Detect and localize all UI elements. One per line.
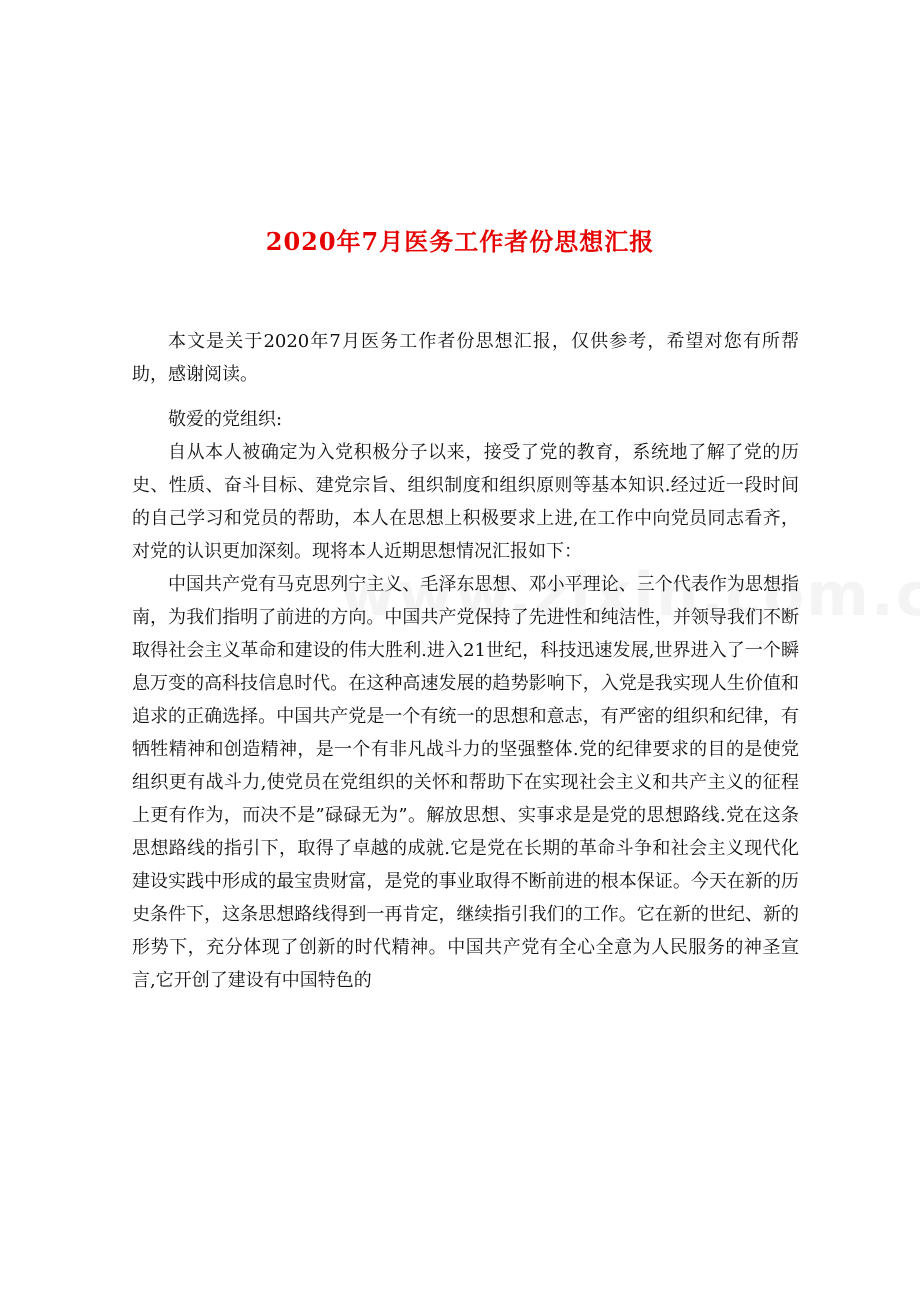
document-body — [132, 325, 799, 997]
intro-paragraph: 本文是关于2020年7月医务工作者份思想汇报，仅供参考，希望对您有所帮助，感谢阅读。 — [132, 331, 799, 385]
document-title: 2020年7月医务工作者份思想汇报 — [265, 227, 655, 256]
salutation: 敬爱的党组织: — [168, 409, 283, 430]
body-paragraph-2: 中国共产党有马克思列宁主义、毛泽东思想、邓小平理论、三个代表作为思想指南，为我们指明了前进的方向。中国共产党保持了先进性和纯洁性，并领导我们不断取得社会主义革命和建设的伟大胜利.进入21世纪，科技迅速发展,世界进入了一个瞬息万变的高科技信息时代。在这种高速发展的趋势影响下，入党是我实现人生价值和追求的正确选择。中国共产党是一个有统一的思想和意志，有严密的组织和纪律，有牺牲精神和创造精神，是一个有非凡战斗力的坚强整体.党的纪律要求的目的是使党组织更有战斗力,使党员在党组织的关怀和帮助下在实现社会主义和共产主义的征程上更有作为，而决不是”碌碌无为”。解放思想、实事求是是党的思想路线.党在这条思想路线的指引下，取得了卓越的成就.它是党在长期的革命斗争和社会主义现代化建设实践中形成的最宝贵财富，是党的事业取得不断前进的根本保证。今天在新的历史条件下，这条思想路线得到一再肯定，继续指引我们的工作。它在新的世纪、新的形势下，充分体现了创新的时代精神。中国共产党有全心全意为人民服务的神圣宣言,它开创了建设有中国特色的 — [132, 574, 799, 991]
body-paragraph-1: 自从本人被确定为入党积极分子以来，接受了党的教育，系统地了解了党的历史、性质、奋斗目标、建党宗旨、组织制度和组织原则等基本知识.经过近一段时间的自己学习和党员的帮助，本人在思想上积极要求上进,在工作中向党员同志看齐，对党的认识更加深刻。现将本人近期思想情况汇报如下： — [132, 442, 799, 562]
